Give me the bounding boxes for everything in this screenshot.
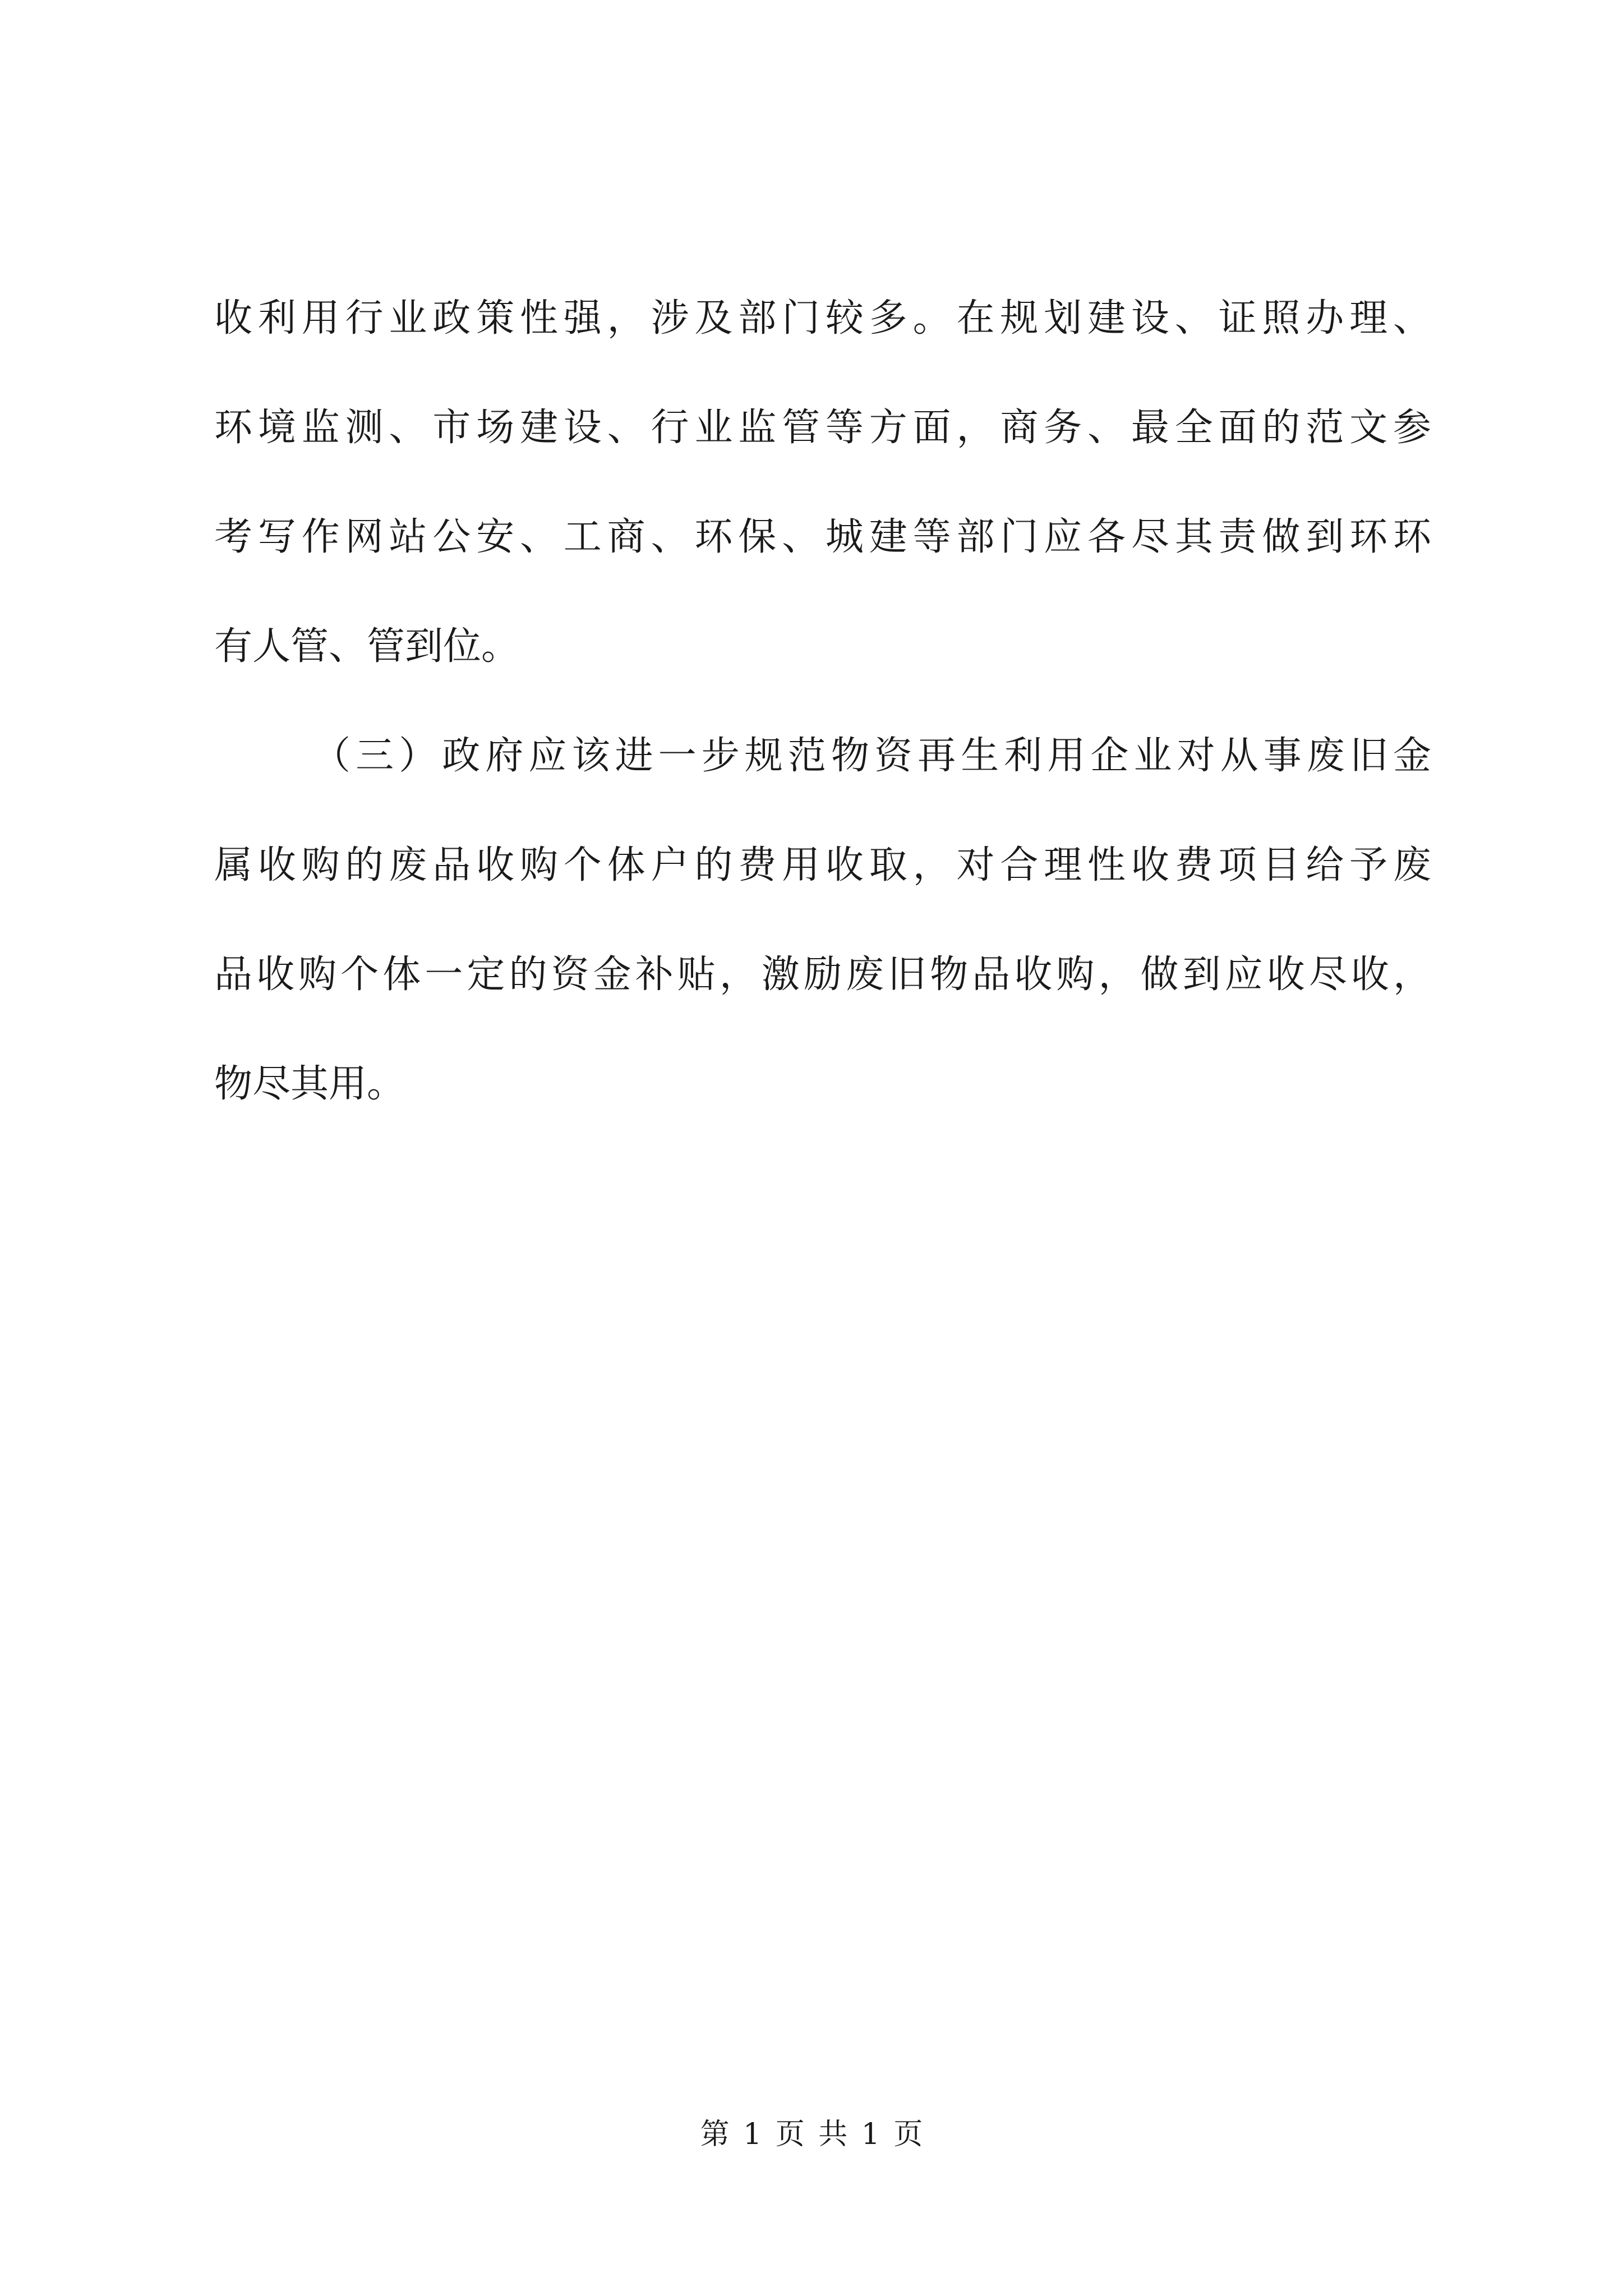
paragraph-2 [214,701,1431,1139]
paragraph-line: 考写作网站公安、工商、环保、城建等部门应各尽其责做到环环 [214,515,1431,559]
paragraph-line: 收利用行业政策性强，涉及部门较多。在规划建设、证照办理、 [214,296,1431,341]
document-body [214,264,1431,1139]
paragraph-line: 属收购的废品收购个体户的费用收取，对合理性收费项目给予废 [214,843,1431,887]
paragraph-line: 有人管、管到位。 [214,624,520,669]
paragraph-line: 环境监测、市场建设、行业监管等方面，商务、最全面的范文参 [214,406,1431,450]
page-footer: 第 1 页 共 1 页 [700,2118,923,2151]
paragraph-line: 品收购个体一定的资金补贴，激励废旧物品收购，做到应收尽收， [214,953,1431,997]
paragraph-1 [214,264,1431,701]
paragraph-line: （三）政府应该进一步规范物资再生利用企业对从事废旧金 [312,734,1431,778]
paragraph-line: 物尽其用。 [214,1062,405,1106]
